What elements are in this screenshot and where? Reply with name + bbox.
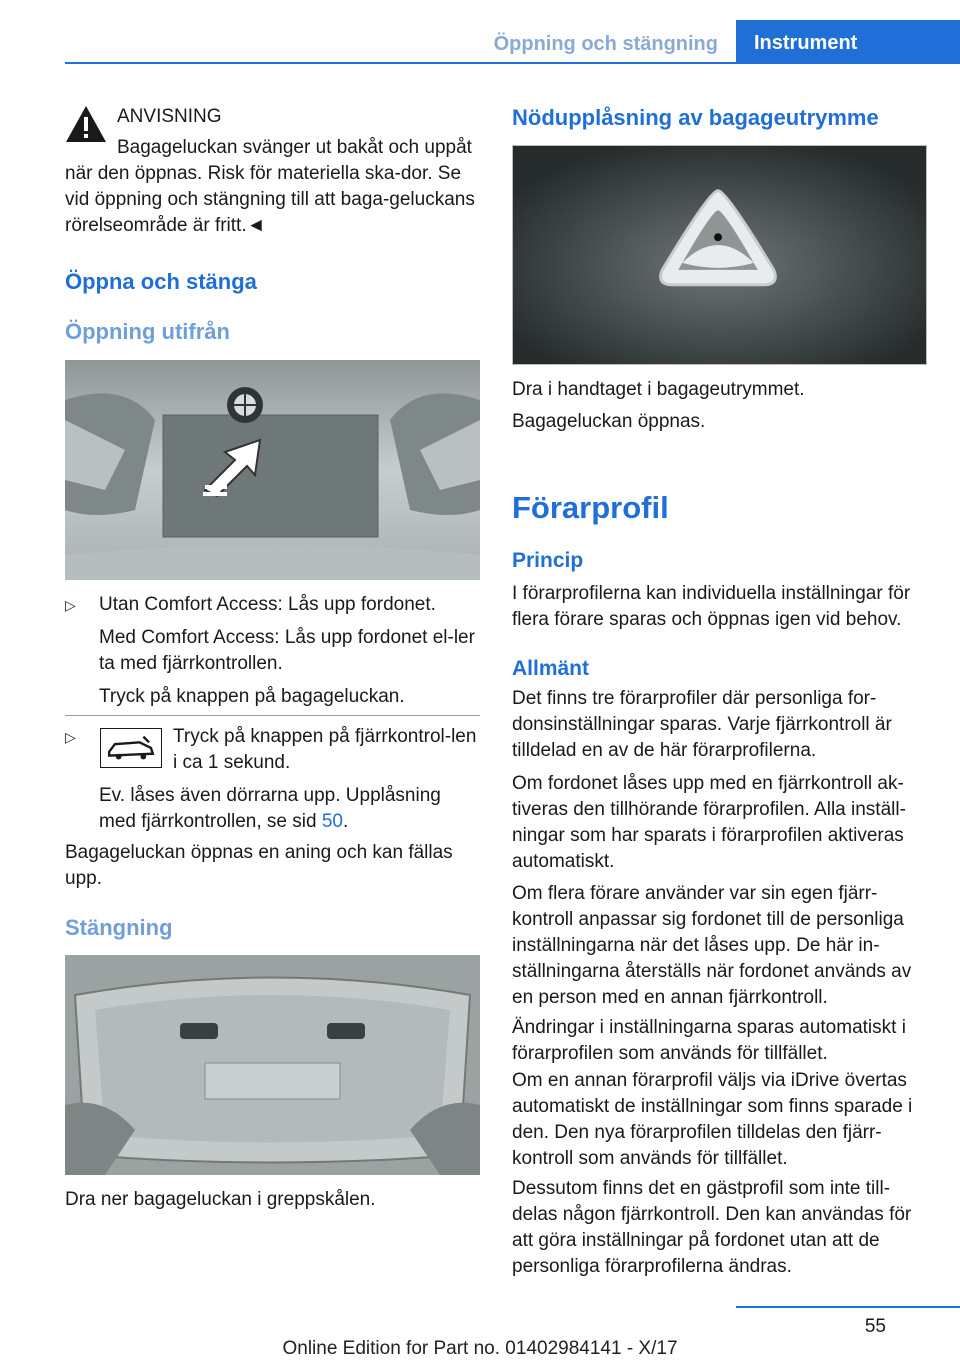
after-steps-text: Bagageluckan öppnas en aning och kan fällas upp. bbox=[65, 842, 453, 889]
warning-text: Bagageluckan svänger ut bakåt och uppåt när den öppnas. Risk för materiella ska-dor. Se vid öppning och stängning till att baga-geluckans rörelseområde är fritt.◄ bbox=[65, 137, 475, 236]
general-paragraph-6: Dessutom finns det en gästprofil som inte till-delas någon fjärrkontroll. Den kan användas för att göra inställningar på fordonet utan att de personliga förarprofilerna ändras. bbox=[512, 1178, 912, 1277]
general-paragraph-2: Om fordonet låses upp med en fjärrkontroll ak-tiveras den tillhörande förarprofilen. Alla inställ-ningar som har sparats i förarprofilen aktiveras automatiskt. bbox=[512, 773, 906, 872]
header-tab-instrument[interactable]: Instrument bbox=[736, 20, 960, 64]
general-paragraph-1: Det finns tre förarprofiler där personliga for-donsinställningar sparas. Varje fjärrkontroll är tilldelad en av de här förarprofilerna. bbox=[512, 688, 892, 761]
footer-rule bbox=[736, 1306, 960, 1308]
header-section-title: Öppning och stängning bbox=[493, 33, 718, 55]
page-link-50[interactable]: 50 bbox=[321, 811, 343, 832]
closing-caption: Dra ner bagageluckan i greppskålen. bbox=[65, 1189, 376, 1210]
principle-text: I förarprofilerna kan individuella inställningar för flera förare sparas och öppnas igen vid behov. bbox=[512, 583, 911, 630]
trunk-outside-photo bbox=[65, 360, 480, 580]
general-paragraph-4: Ändringar i inställningarna sparas automatiskt i förarprofilen som används för tillfället. bbox=[512, 1017, 906, 1064]
step-remote-line2 bbox=[99, 783, 480, 835]
emergency-handle-photo bbox=[512, 145, 927, 365]
heading-emergency-release: Nödupplåsning av bagageutrymme bbox=[512, 105, 879, 130]
heading-driver-profile: Förarprofil bbox=[512, 490, 669, 525]
heading-general: Allmänt bbox=[512, 657, 590, 680]
trunk-closing-photo bbox=[65, 955, 480, 1175]
step-remote-text: Ev. låses även dörrarna upp. Upplåsning med fjärrkontrollen, se sid bbox=[99, 785, 441, 832]
header-rule bbox=[65, 62, 960, 64]
heading-open-close: Öppna och stänga bbox=[65, 269, 257, 294]
step-unlock-line3: Tryck på knappen på bagageluckan. bbox=[99, 686, 405, 707]
warning-title: ANVISNING bbox=[117, 106, 222, 127]
heading-principle: Princip bbox=[512, 549, 584, 572]
car-trunk-remote-icon bbox=[100, 728, 162, 768]
step-remote-line1: Tryck på knappen på fjärrkontrol-len i ca 1 sekund. bbox=[173, 726, 477, 773]
emergency-text-2: Bagageluckan öppnas. bbox=[512, 411, 706, 432]
general-paragraph-5: Om en annan förarprofil väljs via iDrive övertas automatiskt de inställningar som finns sparade i den. Den nya förarprofilen tilldelas den fjärr-kontroll som används för tillfället. bbox=[512, 1070, 913, 1169]
heading-open-outside: Öppning utifrån bbox=[65, 319, 230, 344]
page-number: 55 bbox=[864, 1316, 886, 1337]
step-remote-period: . bbox=[342, 811, 349, 832]
step-bullet: ▷ bbox=[65, 729, 76, 745]
general-paragraph-3: Om flera förare använder var sin egen fjärr-kontroll anpassar sig fordonet till de personliga inställningarna när det låses upp. De här in-ställningarna återställs när fordonet används av en person med en annan fjärrkontroll. bbox=[512, 883, 912, 1008]
footer-edition: Online Edition for Part no. 01402984141 - X/17 bbox=[282, 1338, 678, 1359]
step-bullet: ▷ bbox=[65, 597, 76, 613]
heading-closing: Stängning bbox=[65, 915, 173, 940]
emergency-text-1: Dra i handtaget i bagageutrymmet. bbox=[512, 379, 805, 400]
step-divider bbox=[65, 715, 480, 716]
step-unlock-line1: Utan Comfort Access: Lås upp fordonet. bbox=[99, 594, 436, 615]
step-unlock bbox=[65, 592, 480, 710]
step-unlock-line2: Med Comfort Access: Lås upp fordonet el-ler ta med fjärrkontrollen. bbox=[99, 627, 475, 674]
